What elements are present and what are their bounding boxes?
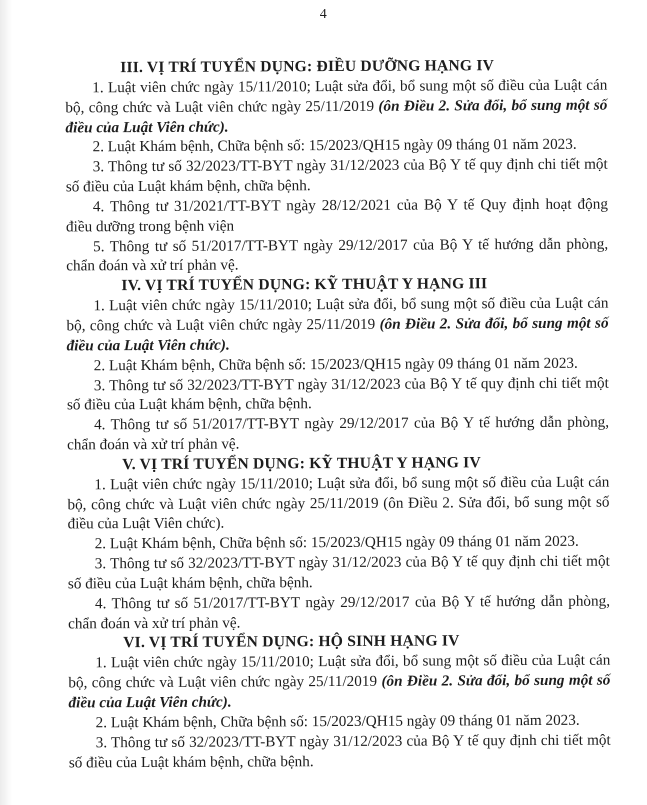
section-heading: IV. VỊ TRÍ TUYỂN DỤNG: KỸ THUẬT Y HẠNG III	[121, 275, 488, 295]
paragraph	[65, 75, 607, 137]
document-body	[65, 56, 611, 773]
text-segment: 2. Luật Khám bệnh, Chữa bệnh số: 15/2023/QH15 ngày 09 tháng 01 năm 2023.	[93, 354, 578, 374]
paragraph	[67, 373, 609, 416]
section-heading: V. VỊ TRÍ TUYỂN DỤNG: KỸ THUẬT Y HẠNG IV	[122, 454, 481, 474]
section-heading: III. VỊ TRÍ TUYỂN DỤNG: ĐIỀU DƯỠNG HẠNG IV	[120, 57, 495, 77]
page-number: 4	[319, 7, 328, 22]
text-segment: 3. Thông tư số 32/2023/TT-BYT ngày 31/12/2023 của Bộ Y tế quy định chi tiết một số điều của Luật khám bệnh, chữa bệnh.	[65, 155, 608, 196]
paragraph	[68, 552, 610, 595]
text-segment: 1. Luật viên chức ngày 15/11/2010; Luật sửa đổi, bổ sung một số điều của Luật cán bộ, công chức và Luật viên chức ngày 25/11/2019	[65, 76, 608, 117]
text-segment: 2. Luật Khám bệnh, Chữa bệnh số: 15/2023/QH15 ngày 09 tháng 01 năm 2023.	[94, 532, 579, 553]
text-segment: 3. Thông tư số 32/2023/TT-BYT ngày 31/12/2023 của Bộ Y tế quy định chi tiết một số điều của Luật khám bệnh, chữa bệnh.	[68, 731, 611, 771]
text-segment: (ôn Điều 2. Sửa đổi, bổ sung một số điều của Luật Viên chức).	[68, 671, 611, 712]
scan-shadow	[0, 0, 12, 805]
text-segment: 2. Luật Khám bệnh, Chữa bệnh số: 15/2023/QH15 ngày 09 tháng 01 năm 2023.	[95, 711, 580, 732]
section-V	[67, 452, 610, 633]
paragraph	[67, 353, 609, 376]
paragraph	[68, 651, 610, 713]
text-segment: 4. Thông tư số 51/2017/TT-BYT ngày 29/12/2017 của Bộ Y tế hướng dẫn phòng, chẩn đoán và xử trí phản vệ.	[67, 413, 610, 454]
section-heading: VI. VỊ TRÍ TUYỂN DỤNG: HỘ SINH HẠNG IV	[123, 632, 460, 652]
text-segment: 4. Thông tư số 51/2017/TT-BYT ngày 29/12/2017 của Bộ Y tế hướng dẫn phòng, chẩn đoán và xử trí phản vệ.	[68, 592, 611, 633]
section-VI	[68, 631, 611, 773]
text-segment: 3. Thông tư số 32/2023/TT-BYT ngày 31/12/2023 của Bộ Y tế quy định chi tiết một số điều của Luật khám bệnh, chữa bệnh.	[67, 552, 610, 593]
text-segment: 2. Luật Khám bệnh, Chữa bệnh số: 15/2023/QH15 ngày 09 tháng 01 năm 2023.	[92, 136, 577, 156]
paragraph	[68, 591, 610, 634]
text-segment: 1. Luật viên chức ngày 15/11/2010; Luật sửa đổi, bổ sung một số điều của Luật cán bộ, công chức và Luật viên chức ngày 25/11/2019	[66, 294, 609, 335]
section-IV	[66, 274, 609, 455]
text-segment: 5. Thông tư số 51/2017/TT-BYT ngày 29/12/2017 của Bộ Y tế hướng dẫn phòng, chẩn đoán và xử trí phản vệ.	[66, 235, 609, 275]
section-III	[65, 56, 608, 277]
text-segment: 3. Thông tư số 32/2023/TT-BYT ngày 31/12/2023 của Bộ Y tế quy định chi tiết một số điều của Luật khám bệnh, chữa bệnh.	[66, 374, 609, 414]
text-segment: 4. Thông tư 31/2021/TT-BYT ngày 28/12/2021 của Bộ Y tế Quy định hoạt động điều dưỡng trong bệnh viện	[65, 195, 608, 236]
text-segment: (ôn Điều 2. Sửa đổi, bổ sung một số điều của Luật Viên chức).	[65, 96, 608, 136]
paragraph	[66, 155, 608, 198]
text-segment: (ôn Điều 2. Sửa đổi, bổ sung một số điều của Luật Viên chức).	[66, 314, 609, 355]
text-segment: 1. Luật viên chức ngày 15/11/2010; Luật sửa đổi, bổ sung một số điều của Luật cán bộ, công chức và Luật viên chức ngày 25/11/2019	[68, 651, 611, 692]
paragraph	[67, 472, 609, 534]
paragraph	[66, 294, 608, 356]
paragraph	[69, 710, 611, 733]
text-segment: 1. Luật viên chức ngày 15/11/2010; Luật sửa đổi, bổ sung một số điều của Luật cán bộ, công chức và Luật viên chức ngày 25/11/2019 (ôn Điều 2. Sửa đổi, bổ sung một số điều của Luật Viên chức).	[67, 473, 610, 533]
paragraph	[67, 413, 609, 456]
paragraph	[66, 234, 608, 277]
paragraph	[66, 194, 608, 237]
paragraph	[69, 730, 611, 773]
